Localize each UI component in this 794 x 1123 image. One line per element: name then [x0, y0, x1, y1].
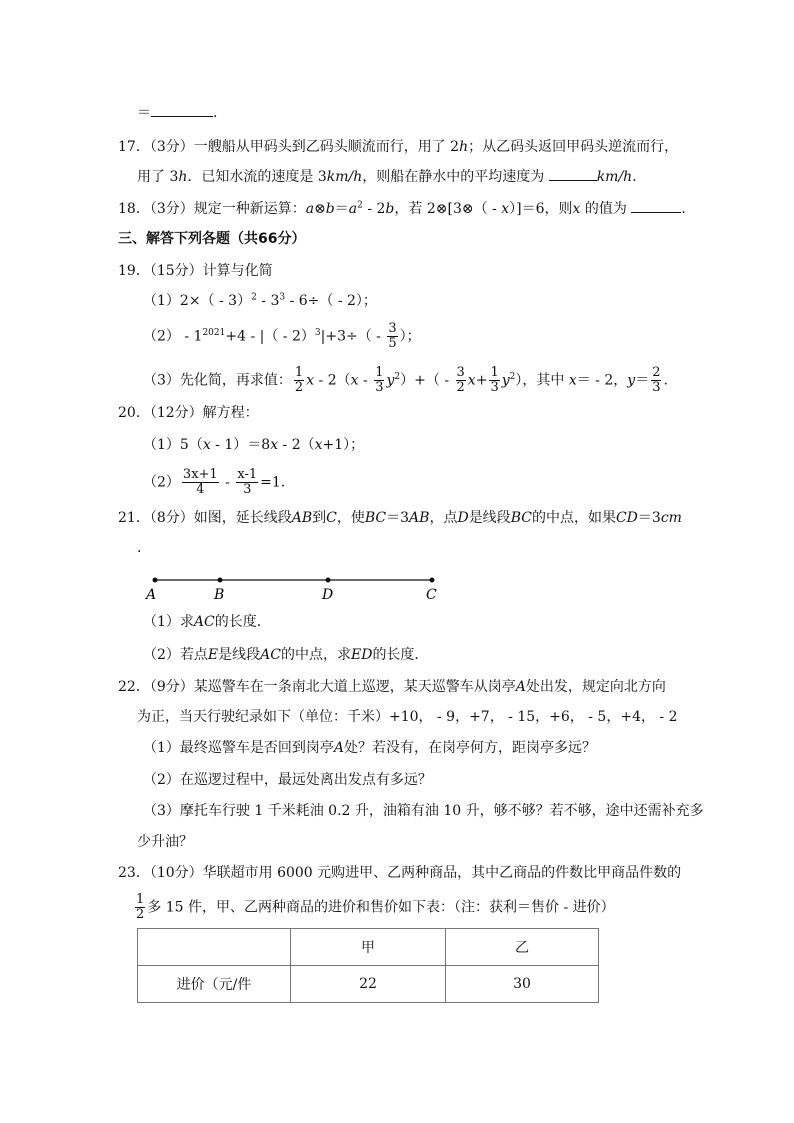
point-b — [218, 578, 223, 583]
section-heading: 三、解答下列各题（共66分） — [118, 231, 306, 247]
question-20-part-1: （1）5（x - 1）＝8x - 2（x+1）； — [143, 437, 365, 453]
table-cell: 30 — [446, 966, 599, 1003]
fraction: $\frac{3}{5}$ — [388, 321, 397, 351]
table-row — [138, 966, 599, 1003]
question-21-part-1: （1）求AC的长度． — [143, 614, 271, 630]
question-19-part-1: $(1)2\times( - 3)^2 - 3^3 - 6\div( - 2)$； — [143, 292, 377, 309]
fraction: $\frac{1}{2}$ — [294, 365, 304, 395]
label-d: D — [322, 587, 334, 603]
question-22-part-2: （2）在巡逻过程中，最远处离出发点有多远？ — [143, 772, 432, 788]
table-cell: 乙 — [446, 929, 599, 966]
question-20-part-2: （2） $\frac{3x+1}{4}$ - $\frac{x-1}{3}$ =1. — [143, 467, 286, 497]
point-c — [430, 578, 435, 583]
table-row — [138, 929, 599, 966]
table-cell: 进价（元/件 — [138, 966, 291, 1003]
question-19-title: 19．（15分）计算与化简 — [118, 263, 273, 279]
question-21-period: ． — [137, 540, 151, 556]
question-17-line-1: 17．（3分）一艘船从甲码头到乙码头顺流而行，用了 2h；从乙码头返回甲码头逆流而行， — [118, 139, 679, 155]
question-18: 18．（3分）规定一种新运算：$a\otimes b=a^2 - 2b$，若 2⊗[3⊗（ - x）]＝6，则x 的值为 ． — [118, 198, 695, 219]
fraction: $\frac{1}{2}$ — [136, 892, 145, 922]
table-cell: 22 — [291, 966, 446, 1003]
fraction: $\frac{1}{3}$ — [375, 365, 384, 395]
fraction: $\frac{3x+1}{4}$ — [182, 467, 218, 497]
answer-blank — [151, 102, 213, 117]
table-cell: 甲 — [291, 929, 446, 966]
table-cell — [138, 929, 291, 966]
question-21-part-2: （2）若点E是线段AC的中点，求ED的长度． — [143, 647, 429, 663]
question-19-part-3: （3）先化简，再求值： $\frac{1}{2}$ x - 2（x - $\frac{1}{3}$ $y^2)+$（ - $\frac{3}{2}$ x+ $\frac{1}{3}$ $y^2$），其中 x＝ - 2，y＝ $\frac{2}{3}$ . — [143, 365, 668, 395]
question-20-title: 20．（12分）解方程： — [118, 405, 259, 421]
question-19-part-2: $(2) - 1^{2021}+4$ - |（ - 2）$^3$|+3÷（ - $\frac{3}{5}$ ）； — [143, 321, 421, 351]
fraction: $\frac{2}{3}$ — [652, 365, 661, 395]
price-table — [137, 928, 599, 1003]
question-21-line-1: 21．（8分）如图，延长线段AB到C，使BC＝3AB，点D是线段BC的中点，如果CD＝3cm — [118, 510, 682, 526]
label-a: A — [146, 587, 157, 603]
answer-blank — [549, 166, 597, 181]
fraction: $\frac{1}{3}$ — [490, 365, 499, 395]
point-a — [153, 578, 158, 583]
question-23-line-2: $\frac{1}{2}$ 多 15 件，甲、乙两种商品的进价和售价如下表：（注：获利＝售价 - 进价） — [136, 892, 615, 922]
question-22-part-3: （3）摩托车行驶 1 千米耗油 0.2 升，油箱有油 10 升，够不够？若不够，途中还需补充多 — [143, 803, 704, 819]
question-22-part-1: （1）最终巡警车是否回到岗亭A处？若没有，在岗亭何方，距岗亭多远？ — [143, 740, 597, 756]
question-22-part-3-cont: 少升油？ — [137, 834, 193, 850]
answer-blank — [631, 198, 681, 213]
question-22-line-2: 为正，当天行驶纪录如下（单位：千米）+10， - 9，+7， - 15，+6， - 5，+4， - 2 — [137, 709, 678, 725]
fraction: $\frac{3}{2}$ — [456, 365, 465, 395]
answer-continuation: ＝ . — [137, 102, 217, 123]
label-b: B — [214, 587, 225, 603]
label-c: C — [426, 587, 437, 603]
fraction: $\frac{x-1}{3}$ — [237, 467, 258, 497]
point-d — [326, 578, 331, 583]
question-17-line-2: 用了 3h．已知水流的速度是 3km/h，则船在静水中的平均速度为 km/h． — [137, 166, 646, 187]
question-23-line-1: 23．（10分）华联超市用 6000 元购进甲、乙两种商品，其中乙商品的件数比甲商品件数的 — [118, 865, 682, 881]
line-segment-figure — [140, 568, 450, 608]
question-22-line-1: 22．（9分）某巡警车在一条南北大道上巡逻，某天巡警车从岗亭A处出发，规定向北方向 — [118, 679, 666, 695]
